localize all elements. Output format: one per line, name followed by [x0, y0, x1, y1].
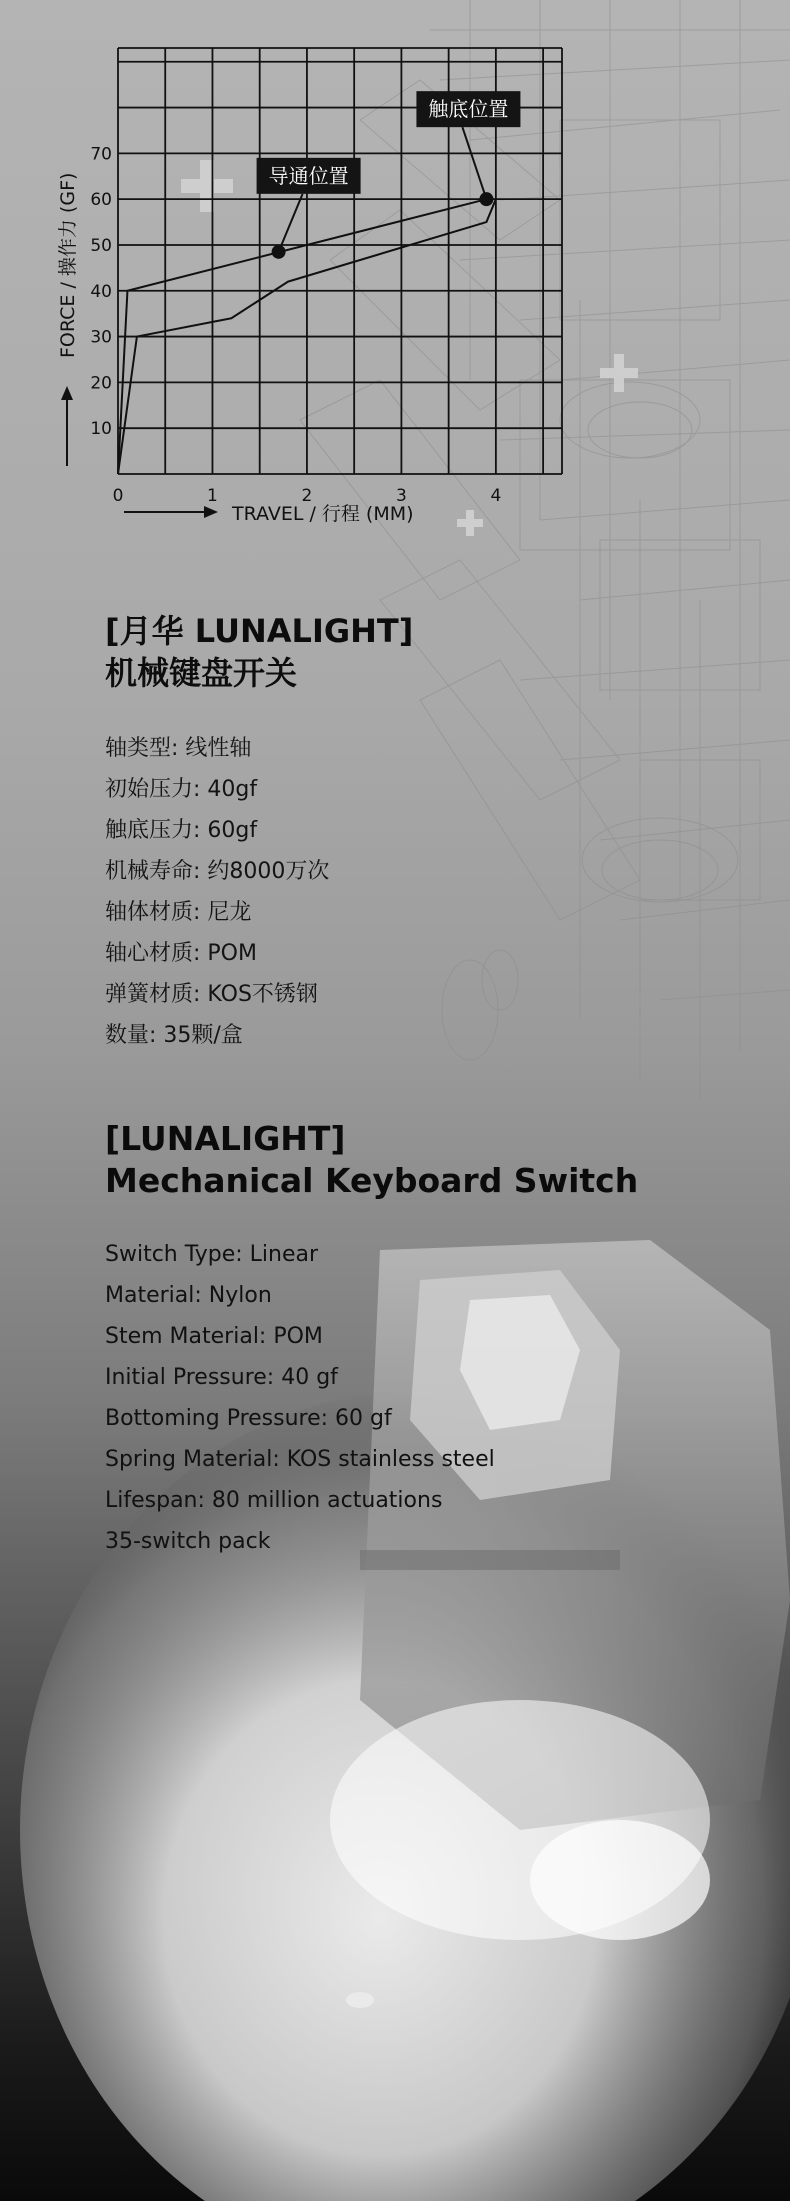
chinese-spec-list — [105, 728, 329, 1056]
y-tick-label: 10 — [90, 419, 112, 440]
y-tick-label: 30 — [90, 327, 112, 348]
spec-item: 弹簧材质: KOS不锈钢 — [105, 982, 318, 1007]
spec-item: 轴心材质: POM — [105, 941, 257, 966]
english-spec-list — [105, 1234, 495, 1562]
y-tick-label: 70 — [90, 144, 112, 165]
spec-item: 轴类型: 线性轴 — [105, 736, 252, 761]
force-travel-chart — [0, 0, 790, 560]
annotation-leader — [279, 194, 303, 252]
x-tick-label: 4 — [490, 486, 502, 506]
spec-item: 35-switch pack — [105, 1529, 271, 1554]
chinese-title — [105, 610, 413, 694]
spec-item: 数量: 35颗/盒 — [105, 1023, 243, 1048]
spec-item: 触底压力: 60gf — [105, 818, 258, 843]
y-tick-label: 40 — [90, 281, 112, 302]
annotation-label: 导通位置 — [268, 163, 349, 188]
annotation-label: 触底位置 — [428, 97, 509, 122]
x-tick-label: 0 — [112, 486, 124, 506]
chinese-title-line-1: [月华 LUNALIGHT] — [105, 612, 414, 650]
spec-item: 机械寿命: 约8000万次 — [105, 859, 330, 884]
y-tick-label: 50 — [90, 235, 112, 256]
english-title — [105, 1118, 638, 1202]
chart-annotations — [257, 91, 521, 259]
x-axis-arrowhead — [204, 506, 218, 518]
spec-item: Spring Material: KOS stainless steel — [105, 1447, 495, 1472]
y-axis-label: FORCE / 操作力 (GF) — [57, 172, 79, 358]
x-axis-label: TRAVEL / 行程 (MM) — [232, 503, 414, 525]
annotation-point — [479, 192, 493, 206]
spec-item: Initial Pressure: 40 gf — [105, 1365, 338, 1390]
spec-item: Material: Nylon — [105, 1283, 272, 1308]
spec-item: Switch Type: Linear — [105, 1242, 319, 1267]
y-tick-label: 60 — [90, 190, 112, 211]
spec-item: 初始压力: 40gf — [105, 777, 258, 802]
axis-arrows — [61, 386, 218, 518]
spec-item: 轴体材质: 尼龙 — [105, 900, 252, 925]
x-tick-label: 1 — [207, 486, 218, 506]
y-tick-label: 20 — [90, 373, 112, 394]
x-tick-label: 3 — [395, 486, 407, 506]
spec-item: Lifespan: 80 million actuations — [105, 1488, 443, 1513]
chinese-title-line-2: 机械键盘开关 — [105, 654, 298, 692]
english-title-line-2: Mechanical Keyboard Switch — [105, 1161, 639, 1200]
annotation-leader — [462, 127, 486, 199]
spec-item: Stem Material: POM — [105, 1324, 323, 1349]
english-title-line-1: [LUNALIGHT] — [105, 1119, 346, 1158]
annotation-point — [272, 245, 286, 259]
spec-item: Bottoming Pressure: 60 gf — [105, 1406, 392, 1431]
x-tick-label: 2 — [301, 486, 313, 506]
y-axis-arrowhead — [61, 386, 73, 400]
